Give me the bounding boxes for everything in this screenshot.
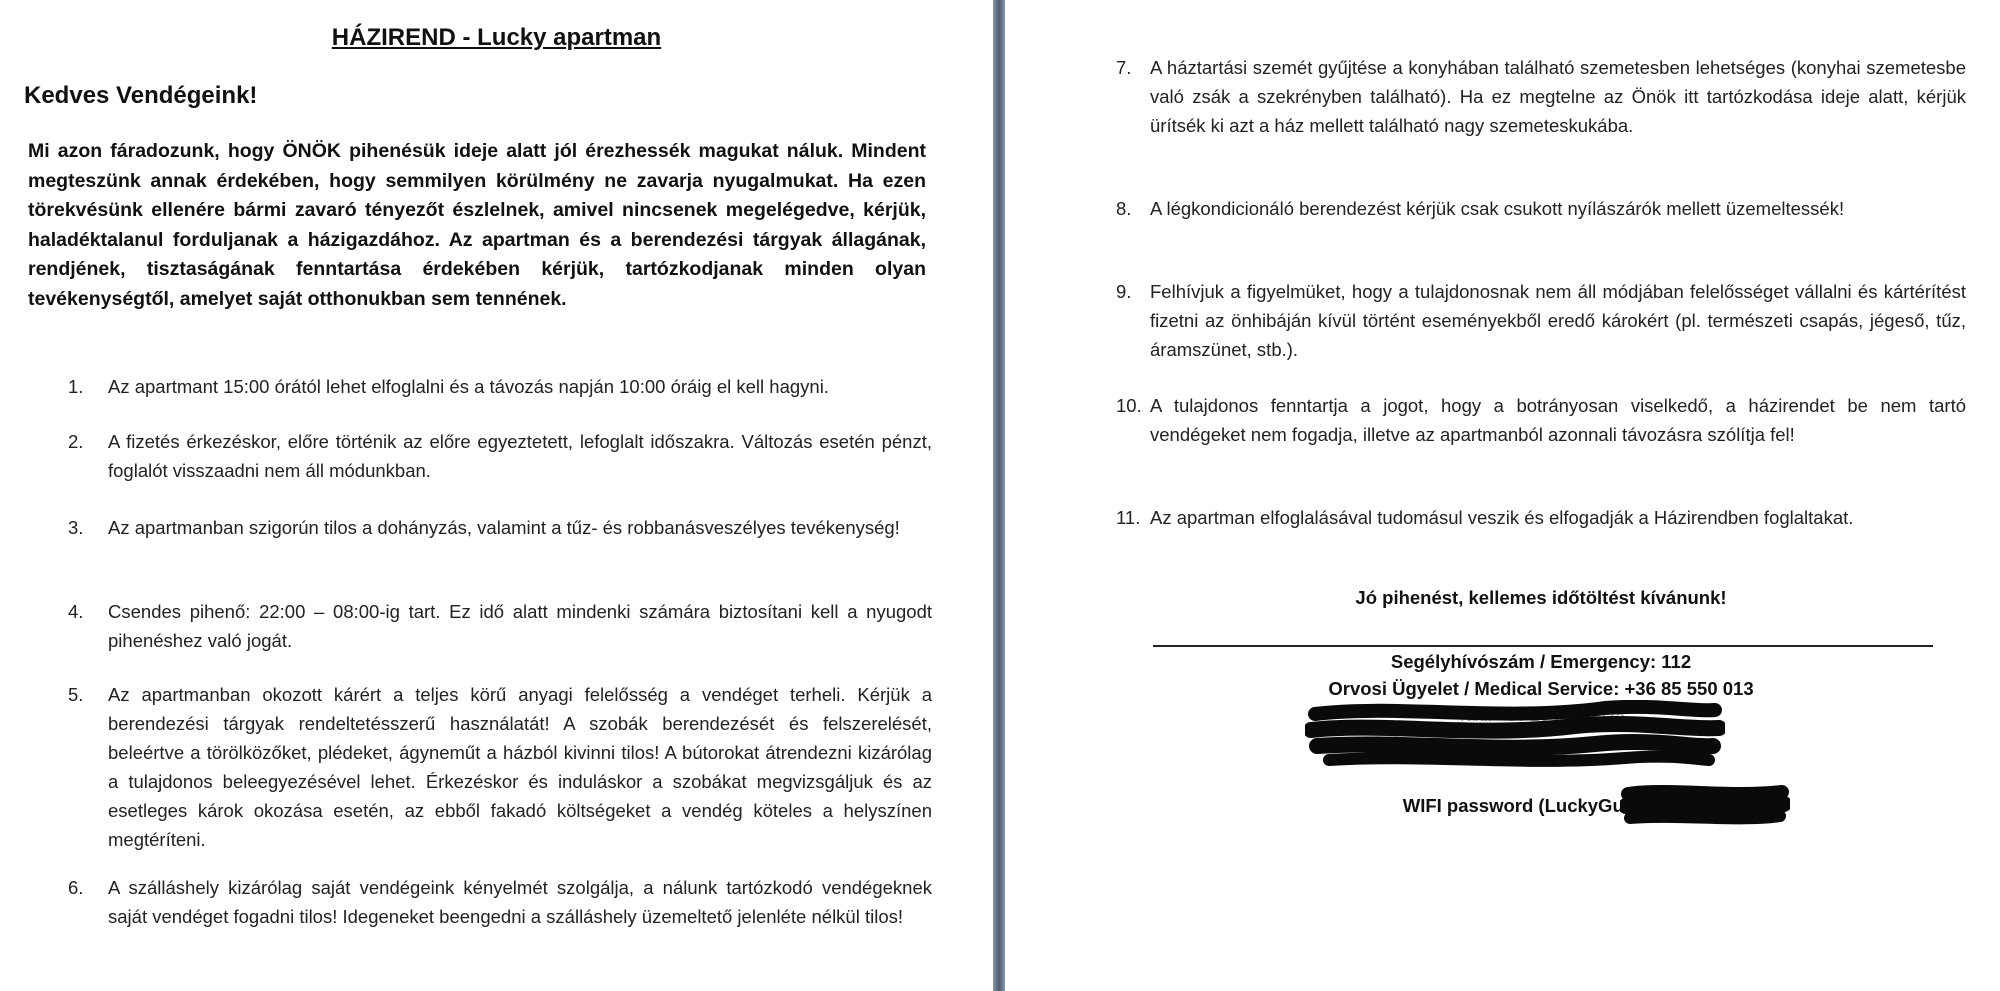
rule-number: 7. xyxy=(1116,57,1132,78)
rule-text: A tulajdonos fenntartja a jogot, hogy a botrányosan viselkedő, a házirendet be nem tartó vendégeket nem fogadja, illetve az apartmanból azonnali távozásra szólítja fel! xyxy=(1150,395,1966,445)
redaction-scribble-contacts xyxy=(1305,700,1725,772)
rule-item-7 xyxy=(1116,53,1966,140)
rule-text: Az apartmanban okozott kárért a teljes körű anyagi felelősség a vendéget terheli. Kérjük a berendezési tárgyak rendeltetésszerű használatát! A szobák berendezését és felszerelését, beleértve a törölközőket, plédeket, ágyneműt a házból kivinni tilos! A bútorokat átrendezni kizárólag a tulajdonos beleegyezésével lehet. Érkezéskor és induláskor a szobákat megvizsgáljuk és az esetleges károk okozása esetén, az ebből fakadó költségeket a vendég köteles a helyszínen megtéríteni. xyxy=(108,684,932,850)
document-title: HÁZIREND - Lucky apartman xyxy=(331,24,662,51)
rule-number: 3. xyxy=(68,517,84,538)
rule-text: Az apartmant 15:00 órától lehet elfoglalni és a távozás napján 10:00 óráig el kell hagyni. xyxy=(108,376,829,397)
document-page-right xyxy=(1005,0,2000,991)
rule-number: 5. xyxy=(68,684,84,705)
rule-number: 6. xyxy=(68,877,84,898)
rule-number: 4. xyxy=(68,601,84,622)
rule-text: Csendes pihenő: 22:00 – 08:00-ig tart. Ez idő alatt mindenki számára biztosítani kell a nyugodt pihenéshez való jogát. xyxy=(108,601,932,651)
rule-text: Az apartman elfoglalásával tudomásul veszik és elfogadják a Házirendben foglaltakat. xyxy=(1150,507,1854,528)
rule-number: 2. xyxy=(68,431,84,452)
rule-item-4 xyxy=(68,597,932,655)
redaction-scribble-wifi xyxy=(1620,782,1790,828)
document-page-left xyxy=(0,0,993,991)
rule-number: 1. xyxy=(68,376,84,397)
rule-text: A fizetés érkezéskor, előre történik az előre egyeztetett, lefoglalt időszakra. Változás esetén pénzt, foglalót visszaadni nem áll módunkban. xyxy=(108,431,932,481)
rule-item-3 xyxy=(68,513,932,542)
rule-item-8 xyxy=(1116,194,1966,223)
rule-text: A szálláshely kizárólag saját vendégeink kényelmét szolgálja, a nálunk tartózkodó vendégeknek saját vendéget fogadni tilos! Idegeneket beengedni a szálláshely üzemeltető jelenléte nélkül tilos! xyxy=(108,877,932,927)
rule-text: Felhívjuk a figyelmüket, hogy a tulajdonosnak nem áll módjában felelősséget vállalni és kártérítést fizetni az önhibáján kívül történt eseményekből eredő károkért (pl. természeti csapás, jégeső, tűz, áramszünet, stb.). xyxy=(1150,281,1966,360)
wifi-password-line xyxy=(1116,795,1966,817)
page-divider xyxy=(993,0,1005,991)
rule-item-2 xyxy=(68,427,932,485)
rule-text: A háztartási szemét gyűjtése a konyhában található szemetesben lehetséges (konyhai szemetesbe való zsák a szekrényben található). Ha ez megtelne az Önök itt tartózkodása ideje alatt, kérjük ürítsék ki azt a ház mellett található nagy szemeteskukába. xyxy=(1150,57,1966,136)
rule-text: Az apartmanban szigorún tilos a dohányzás, valamint a tűz- és robbanásveszélyes tevékenység! xyxy=(108,517,900,538)
rule-item-9 xyxy=(1116,277,1966,364)
greeting-heading: Kedves Vendégeink! xyxy=(24,82,258,109)
rule-item-1 xyxy=(68,372,932,401)
emergency-number: Segélyhívószám / Emergency: 112 xyxy=(1390,651,1692,672)
intro-paragraph: Mi azon fáradozunk, hogy ÖNÖK pihenésük ideje alatt jól érezhessék magukat náluk. Mindent megteszünk annak érdekében, hogy semmilyen körülmény ne zavarja nyugalmukat. Ha ezen törekvésünk ellenére bármi zavaró tényezőt észlelnek, amivel nincsenek megelégedve, kérjük, haladéktalanul forduljanak a házigazdához. Az apartman és a berendezési tárgyak állagának, rendjének, tisztaságának fenntartása érdekében kérjük, tartózkodjanak minden olyan tevékenységtől, amelyet saját otthonukban sem tennének. xyxy=(28,140,926,310)
rule-item-11 xyxy=(1116,503,1966,532)
rule-number: 11. xyxy=(1116,507,1141,528)
horizontal-rule xyxy=(1153,645,1933,647)
rule-number: 8. xyxy=(1116,198,1132,219)
medical-service-number: Orvosi Ügyelet / Medical Service: +36 85 550 013 xyxy=(1328,678,1754,699)
wifi-password-label: WIFI password (LuckyGuest): L xyxy=(1402,795,1680,816)
closing-wish: Jó pihenést, kellemes időtöltést kívánunk! xyxy=(1355,587,1727,608)
rule-text: A légkondicionáló berendezést kérjük csak csukott nyílászárók mellett üzemeltessék! xyxy=(1150,198,1845,219)
taxi-number-partial: Taxi: +36 20 560 6625 xyxy=(1457,706,1625,725)
rule-item-5 xyxy=(68,680,932,854)
rule-item-10 xyxy=(1116,391,1966,449)
rule-number: 9. xyxy=(1116,281,1132,302)
rule-item-6 xyxy=(68,873,932,931)
rule-number: 10. xyxy=(1116,395,1142,416)
